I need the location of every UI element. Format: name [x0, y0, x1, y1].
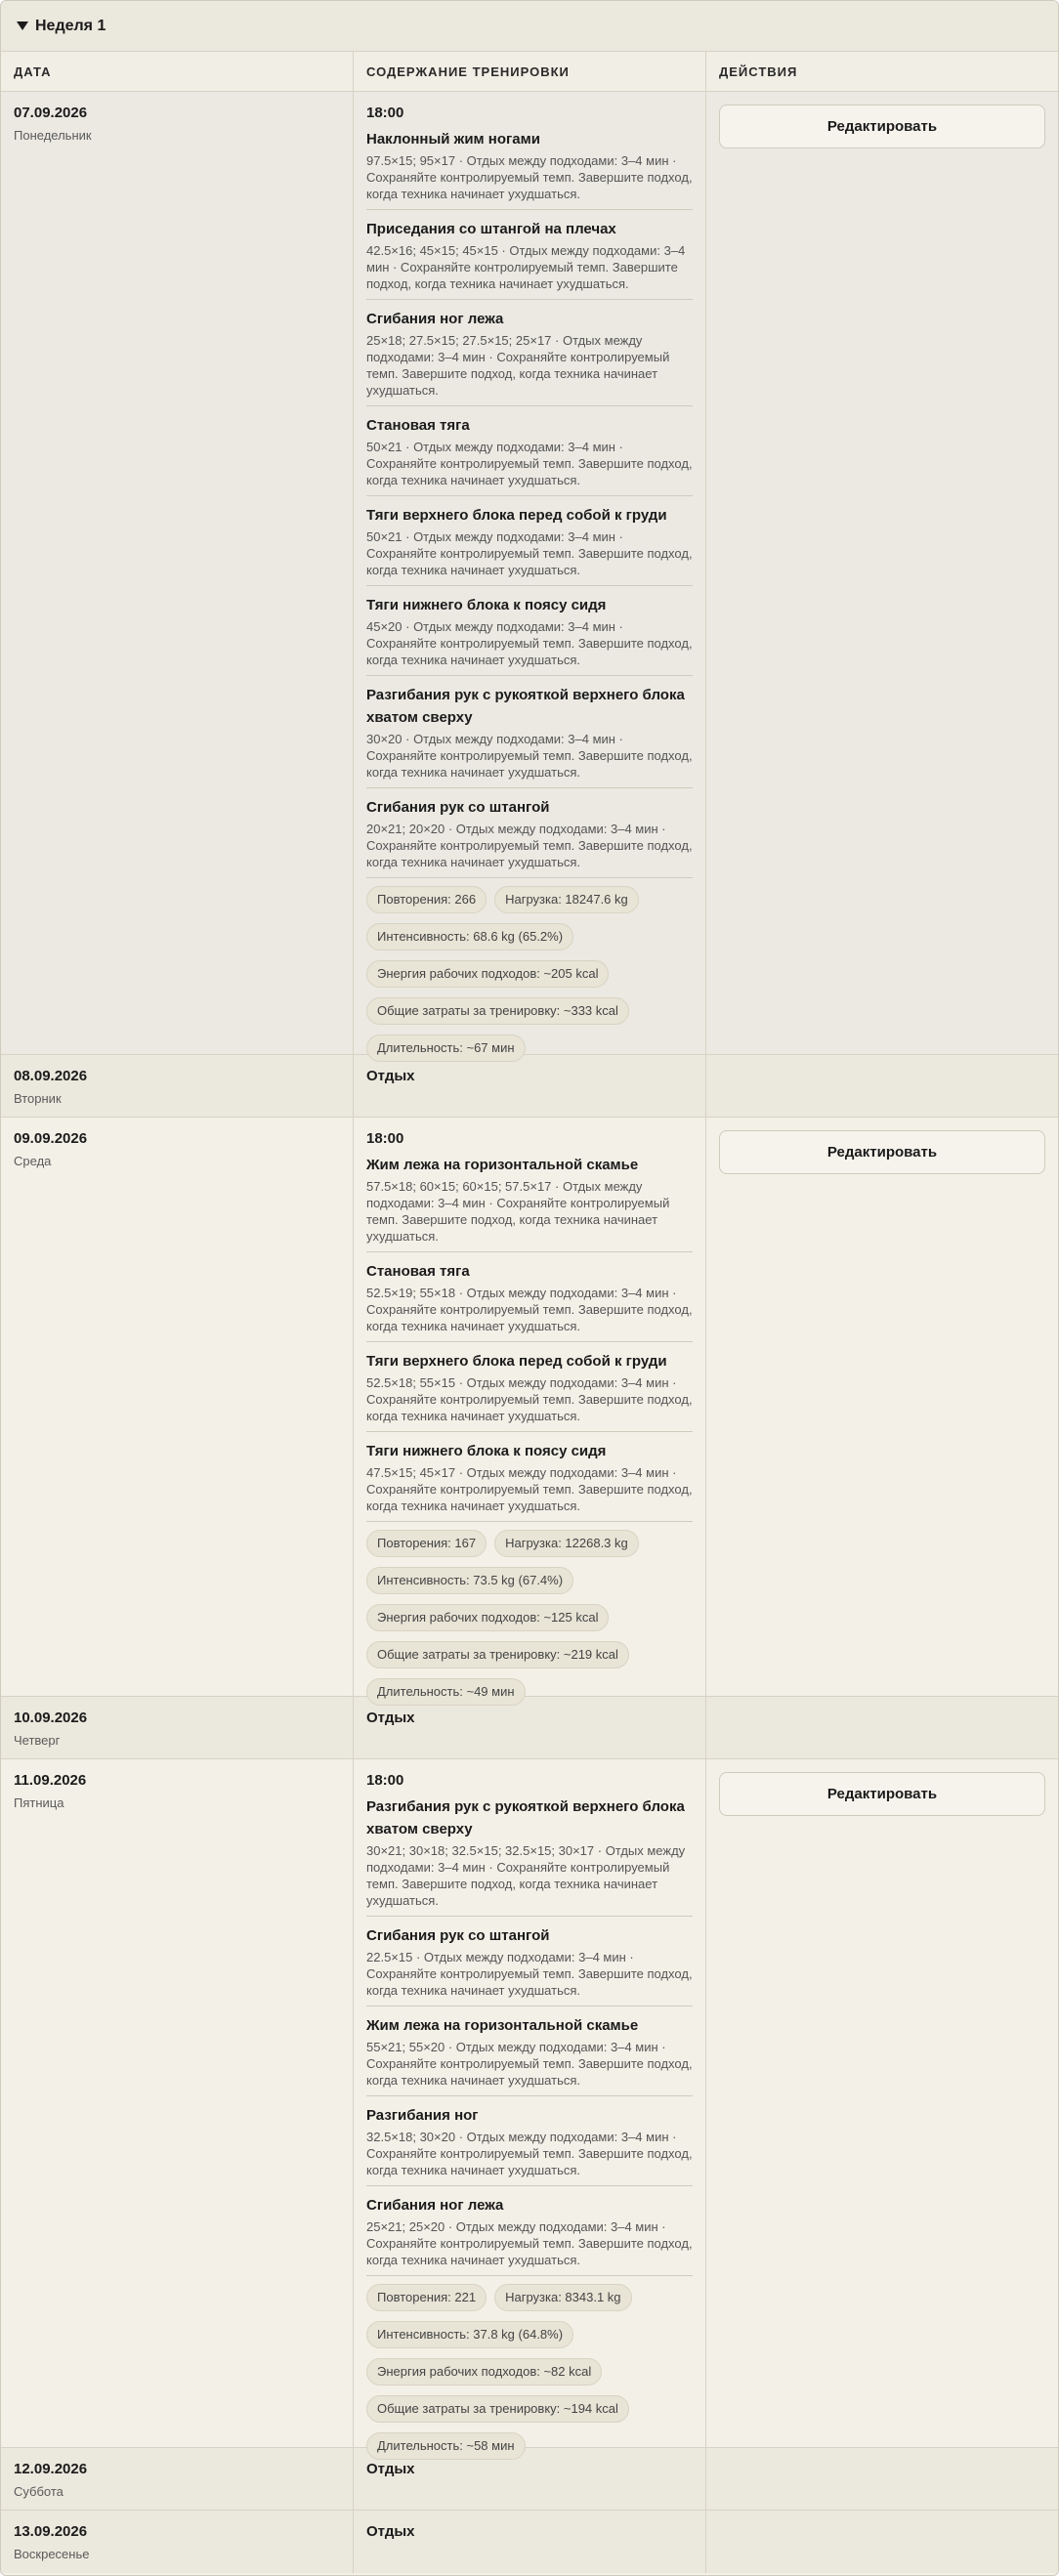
exercise-item [366, 2014, 693, 2096]
exercise-item [366, 1440, 693, 1522]
table-row [1, 92, 1058, 1055]
exercise-item [366, 2194, 693, 2276]
exercise-item [366, 1350, 693, 1432]
exercise-item [366, 504, 693, 586]
exercise-title: Наклонный жим ногами [366, 131, 540, 148]
week-title: Неделя 1 [35, 17, 106, 34]
workout-cell [354, 1759, 706, 2453]
stat-badge-load: Нагрузка: 12268.3 kg [494, 1530, 639, 1557]
exercise-item [366, 2104, 693, 2186]
date-cell [1, 1055, 354, 1117]
stat-badge-work-energy: Энергия рабочих подходов: ~82 kcal [366, 2358, 602, 2386]
workout-cell [354, 1697, 706, 1758]
exercise-item [366, 1924, 693, 2006]
rest-label: Отдых [366, 1068, 415, 1084]
exercise-details: 50×21 · Отдых между подходами: 3–4 мин · Сохраняйте контролируемый темп. Завершите подход, когда техника начинает ухудшаться. [366, 440, 693, 487]
stat-badge-intensity: Интенсивность: 68.6 kg (65.2%) [366, 923, 573, 950]
workout-cell [354, 1118, 706, 1699]
workout-cell [354, 1055, 706, 1117]
day-of-week: Среда [14, 1154, 52, 1168]
exercise-details: 30×20 · Отдых между подходами: 3–4 мин · Сохраняйте контролируемый темп. Завершите подход, когда техника начинает ухудшаться. [366, 732, 693, 780]
exercise-details: 22.5×15 · Отдых между подходами: 3–4 мин · Сохраняйте контролируемый темп. Завершите подход, когда техника начинает ухудшаться. [366, 1950, 693, 1998]
exercise-item [366, 218, 693, 300]
week-toggle[interactable] [1, 1, 1058, 52]
workout-stats [366, 2284, 693, 2471]
table-row [1, 1759, 1058, 2453]
exercise-details: 52.5×19; 55×18 · Отдых между подходами: 3–4 мин · Сохраняйте контролируемый темп. Завершите подход, когда техника начинает ухудшаться. [366, 1286, 693, 1333]
exercise-item [366, 308, 693, 406]
day-of-week: Вторник [14, 1091, 62, 1106]
stat-badge-intensity: Интенсивность: 73.5 kg (67.4%) [366, 1567, 573, 1594]
exercise-details: 25×21; 25×20 · Отдых между подходами: 3–4 мин · Сохраняйте контролируемый темп. Завершите подход, когда техника начинает ухудшаться. [366, 2219, 693, 2267]
exercise-details: 50×21 · Отдых между подходами: 3–4 мин · Сохраняйте контролируемый темп. Завершите подход, когда техника начинает ухудшаться. [366, 529, 693, 577]
table-row [1, 1055, 1058, 1118]
date-cell [1, 92, 354, 1054]
stat-badge-total-energy: Общие затраты за тренировку: ~333 kcal [366, 997, 629, 1025]
stat-badge-total-energy: Общие затраты за тренировку: ~219 kcal [366, 1641, 629, 1668]
exercise-details: 47.5×15; 45×17 · Отдых между подходами: 3–4 мин · Сохраняйте контролируемый темп. Завершите подход, когда техника начинает ухудшаться. [366, 1465, 693, 1513]
day-date: 08.09.2026 [14, 1068, 88, 1084]
exercise-item [366, 1260, 693, 1342]
exercise-item [366, 796, 693, 878]
exercise-item [366, 594, 693, 676]
day-of-week: Понедельник [14, 128, 92, 143]
exercise-details: 52.5×18; 55×15 · Отдых между подходами: 3–4 мин · Сохраняйте контролируемый темп. Завершите подход, когда техника начинает ухудшаться. [366, 1375, 693, 1423]
exercise-details: 57.5×18; 60×15; 60×15; 57.5×17 · Отдых между подходами: 3–4 мин · Сохраняйте контролируемый темп. Завершите подход, когда техника начинает ухудшаться. [366, 1179, 670, 1244]
stat-badge-reps: Повторения: 266 [366, 886, 487, 913]
stat-badge-load: Нагрузка: 18247.6 kg [494, 886, 639, 913]
exercise-title: Тяги верхнего блока перед собой к груди [366, 1353, 667, 1370]
column-header-actions: ДЕЙСТВИЯ [719, 63, 798, 79]
stat-badge-intensity: Интенсивность: 37.8 kg (64.8%) [366, 2321, 573, 2348]
day-date: 11.09.2026 [14, 1772, 87, 1789]
exercise-details: 30×21; 30×18; 32.5×15; 32.5×15; 30×17 · Отдых между подходами: 3–4 мин · Сохраняйте контролируемый темп. Завершите подход, когда техника начинает ухудшаться. [366, 1843, 686, 1908]
exercise-title: Тяги нижнего блока к поясу сидя [366, 1443, 607, 1459]
table-row [1, 1118, 1058, 1697]
exercise-details: 42.5×16; 45×15; 45×15 · Отдых между подходами: 3–4 мин · Сохраняйте контролируемый темп. Завершите подход, когда техника начинает ухудшаться. [366, 243, 686, 291]
exercise-details: 25×18; 27.5×15; 27.5×15; 25×17 · Отдых между подходами: 3–4 мин · Сохраняйте контролируемый темп. Завершите подход, когда техника начинает ухудшаться. [366, 333, 670, 398]
exercise-item [366, 684, 693, 788]
actions-cell [706, 2511, 1058, 2573]
exercise-title: Становая тяга [366, 417, 470, 434]
day-of-week: Суббота [14, 2484, 64, 2499]
exercise-details: 32.5×18; 30×20 · Отдых между подходами: 3–4 мин · Сохраняйте контролируемый темп. Завершите подход, когда техника начинает ухудшаться. [366, 2130, 693, 2177]
day-date: 10.09.2026 [14, 1710, 88, 1726]
date-cell [1, 1759, 354, 2447]
rest-label: Отдых [366, 2523, 415, 2540]
stat-badge-duration: Длительность: ~67 мин [366, 1035, 526, 1062]
stat-badge-reps: Повторения: 167 [366, 1530, 487, 1557]
stat-badge-duration: Длительность: ~49 мин [366, 1678, 526, 1706]
exercise-item [366, 1154, 693, 1252]
day-date: 07.09.2026 [14, 105, 88, 121]
rest-label: Отдых [366, 1710, 415, 1726]
exercise-title: Сгибания рук со штангой [366, 799, 550, 816]
exercise-details: 45×20 · Отдых между подходами: 3–4 мин · Сохраняйте контролируемый темп. Завершите подход, когда техника начинает ухудшаться. [366, 619, 693, 667]
day-of-week: Пятница [14, 1795, 64, 1810]
rest-label: Отдых [366, 2461, 415, 2477]
table-row [1, 2511, 1058, 2573]
date-cell [1, 2448, 354, 2510]
day-of-week: Воскресенье [14, 2547, 90, 2561]
exercise-details: 55×21; 55×20 · Отдых между подходами: 3–4 мин · Сохраняйте контролируемый темп. Завершите подход, когда техника начинает ухудшаться. [366, 2040, 693, 2088]
exercise-title: Разгибания рук с рукояткой верхнего блока хватом сверху [366, 1798, 685, 1837]
exercise-item [366, 1795, 693, 1917]
edit-button[interactable]: Редактировать [719, 1130, 1045, 1174]
actions-cell [706, 1697, 1058, 1758]
workout-cell [354, 2448, 706, 2510]
day-date: 13.09.2026 [14, 2523, 88, 2540]
actions-cell [706, 1759, 1058, 2447]
stat-badge-duration: Длительность: ~58 мин [366, 2432, 526, 2460]
exercise-details: 20×21; 20×20 · Отдых между подходами: 3–4 мин · Сохраняйте контролируемый темп. Завершите подход, когда техника начинает ухудшаться. [366, 822, 693, 869]
workout-stats [366, 886, 693, 1074]
actions-cell [706, 1118, 1058, 1696]
exercise-item [366, 128, 693, 210]
date-cell [1, 1697, 354, 1758]
stat-badge-work-energy: Энергия рабочих подходов: ~205 kcal [366, 960, 609, 988]
stat-badge-total-energy: Общие затраты за тренировку: ~194 kcal [366, 2395, 629, 2423]
exercise-title: Сгибания рук со штангой [366, 1927, 550, 1944]
column-header-content: СОДЕРЖАНИЕ ТРЕНИРОВКИ [354, 52, 706, 91]
triangle-down-icon [17, 21, 28, 30]
actions-cell [706, 2448, 1058, 2510]
date-cell [1, 1118, 354, 1696]
edit-button[interactable]: Редактировать [719, 1772, 1045, 1816]
exercise-title: Сгибания ног лежа [366, 311, 504, 327]
exercise-item [366, 414, 693, 496]
table-row [1, 1697, 1058, 1759]
stat-badge-work-energy: Энергия рабочих подходов: ~125 kcal [366, 1604, 609, 1631]
exercise-title: Разгибания ног [366, 2107, 479, 2124]
day-of-week: Четверг [14, 1733, 61, 1748]
exercise-title: Жим лежа на горизонтальной скамье [366, 2017, 639, 2034]
workout-time: 18:00 [366, 1772, 404, 1789]
edit-button[interactable]: Редактировать [719, 105, 1045, 148]
exercise-title: Становая тяга [366, 1263, 470, 1280]
exercise-title: Жим лежа на горизонтальной скамье [366, 1157, 639, 1173]
workout-cell [354, 92, 706, 1054]
day-date: 09.09.2026 [14, 1130, 88, 1147]
stat-badge-load: Нагрузка: 8343.1 kg [494, 2284, 631, 2311]
column-header-date: ДАТА [1, 52, 354, 91]
workout-time: 18:00 [366, 1130, 404, 1147]
table-header [1, 52, 1058, 92]
day-date: 12.09.2026 [14, 2461, 88, 2477]
exercise-title: Тяги верхнего блока перед собой к груди [366, 507, 667, 524]
exercise-title: Сгибания ног лежа [366, 2197, 504, 2214]
exercise-details: 97.5×15; 95×17 · Отдых между подходами: 3–4 мин · Сохраняйте контролируемый темп. Завершите подход, когда техника начинает ухудшаться. [366, 153, 693, 201]
workout-time: 18:00 [366, 105, 404, 121]
exercise-title: Приседания со штангой на плечах [366, 221, 616, 237]
workout-cell [354, 2511, 706, 2573]
workout-stats [366, 1530, 693, 1717]
exercise-title: Тяги нижнего блока к поясу сидя [366, 597, 607, 613]
stat-badge-reps: Повторения: 221 [366, 2284, 487, 2311]
actions-cell [706, 1055, 1058, 1117]
actions-cell [706, 92, 1058, 1054]
exercise-title: Разгибания рук с рукояткой верхнего блока хватом сверху [366, 687, 685, 726]
date-cell [1, 2511, 354, 2573]
table-row [1, 2448, 1058, 2511]
